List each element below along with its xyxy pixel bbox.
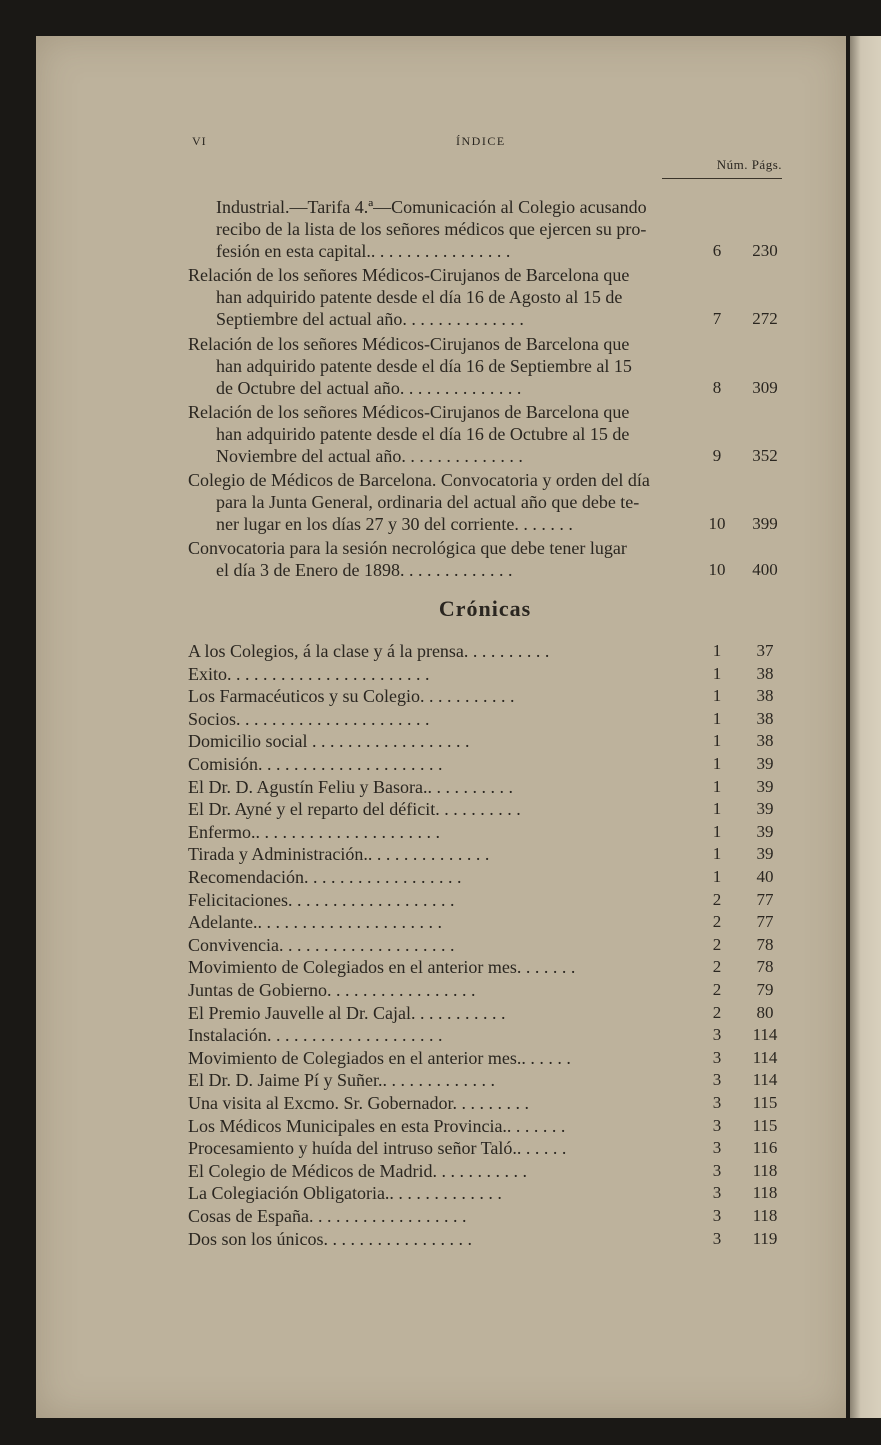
page-number: 230	[752, 241, 778, 260]
entry-text: de Octubre del actual año. . . . . . . . . . . . . .	[216, 378, 522, 398]
page-number: 38	[756, 663, 774, 683]
entry-text: Septiembre del actual año. . . . . . . . . . . . . .	[216, 309, 524, 329]
issue-number: 2	[712, 980, 722, 999]
index-entry	[188, 333, 782, 399]
entry-text: fesión en esta capital.. . . . . . . . . . . . . . . .	[216, 241, 511, 261]
page-number: 400	[752, 560, 778, 579]
column-header: Núm. Págs.	[716, 157, 782, 172]
issue-number: 1	[712, 641, 722, 660]
entry-line	[188, 377, 782, 399]
issue-number: 10	[708, 560, 726, 579]
cronica-row	[188, 911, 782, 933]
section-title: Crónicas	[438, 596, 532, 621]
cronica-title: Los Médicos Municipales en esta Provincia.. . . . . . .	[188, 1115, 566, 1136]
page-number: 399	[752, 514, 778, 533]
cronica-row	[188, 640, 782, 662]
entry-text: el día 3 de Enero de 1898. . . . . . . . . . . . .	[216, 560, 513, 580]
entry-text: Convocatoria para la sesión necrológica que debe tener lugar	[188, 538, 627, 558]
issue-number: 3	[712, 1025, 722, 1045]
cronica-title: Cosas de España. . . . . . . . . . . . . . . . . .	[188, 1206, 467, 1226]
cronica-title: El Dr. Ayné y el reparto del déficit. . . . . . . . . .	[188, 799, 521, 820]
page-number: 39	[756, 821, 774, 841]
entry-line	[188, 559, 782, 581]
issue-number: 3	[712, 1138, 722, 1158]
cronica-title: El Dr. D. Agustín Feliu y Basora.. . . . . . . . . .	[188, 776, 513, 797]
entry-text: ner lugar en los días 27 y 30 del corriente. . . . . . .	[216, 514, 573, 534]
index-entry	[188, 469, 782, 535]
entry-line	[188, 513, 782, 535]
cronica-row	[188, 821, 782, 843]
issue-number: 1	[712, 708, 722, 728]
header-rule	[662, 178, 782, 179]
issue-number: 10	[708, 514, 726, 533]
cronica-title: Procesamiento y huída del intruso señor Taló.. . . . . .	[188, 1138, 567, 1159]
cronica-row	[188, 663, 782, 685]
cronica-title: Socios. . . . . . . . . . . . . . . . . . . . . .	[188, 708, 430, 729]
page-number: 272	[752, 309, 778, 328]
cronica-row	[188, 1047, 782, 1069]
issue-number: 7	[712, 309, 722, 328]
page-number: 114	[752, 1047, 778, 1067]
cronica-title: El Premio Jauvelle al Dr. Cajal. . . . . . . . . . .	[188, 1002, 506, 1023]
page-number: 115	[752, 1093, 778, 1112]
cronica-row	[188, 866, 782, 888]
page-number: 80	[756, 1002, 774, 1022]
cronica-row	[188, 730, 782, 752]
page-number: 118	[752, 1206, 778, 1225]
issue-number: 9	[712, 446, 722, 465]
entry-line	[188, 491, 782, 513]
issue-number: 2	[712, 889, 722, 909]
page-number: 116	[752, 1138, 778, 1158]
cronica-title: Una visita al Excmo. Sr. Gobernador. . . . . . . . .	[188, 1093, 529, 1113]
entry-text: recibo de la lista de los señores médicos que ejercen su pro-	[216, 219, 647, 239]
page-number: 352	[752, 446, 778, 465]
entry-line	[188, 218, 782, 240]
page-number: 118	[752, 1160, 778, 1180]
issue-number: 1	[712, 821, 722, 841]
cronica-title: Enfermo.. . . . . . . . . . . . . . . . . . . . .	[188, 821, 440, 842]
entry-text: han adquirido patente desde el día 16 de Octubre al 15 de	[216, 424, 630, 444]
entry-line	[188, 469, 782, 491]
issue-number: 3	[712, 1093, 722, 1112]
issue-number: 1	[712, 663, 722, 683]
cronica-row	[188, 1160, 782, 1182]
issue-number: 6	[712, 241, 722, 260]
page-number: 79	[756, 980, 774, 999]
index-entry	[188, 401, 782, 467]
entry-text: Relación de los señores Médicos-Cirujanos de Barcelona que	[188, 334, 630, 354]
entry-text: Noviembre del actual año. . . . . . . . . . . . . .	[216, 446, 523, 466]
cronica-title: Comisión. . . . . . . . . . . . . . . . . . . . .	[188, 754, 443, 774]
issue-number: 2	[712, 912, 722, 932]
page-number: 39	[756, 799, 774, 819]
entry-text: Relación de los señores Médicos-Cirujanos de Barcelona que	[188, 402, 630, 422]
issue-number: 3	[712, 1160, 722, 1180]
entry-line	[188, 240, 782, 262]
cronica-title: Los Farmacéuticos y su Colegio. . . . . . . . . . .	[188, 686, 515, 707]
entry-line	[188, 264, 782, 286]
cronica-title: Domicilio social . . . . . . . . . . . . . . . . . .	[188, 731, 470, 752]
cronica-title: Dos son los únicos. . . . . . . . . . . . . . . . .	[188, 1228, 473, 1249]
page-title: ÍNDICE	[456, 134, 506, 148]
issue-number: 2	[712, 1002, 722, 1022]
cronica-row	[188, 934, 782, 956]
entry-line	[188, 196, 782, 218]
issue-number: 3	[712, 1115, 722, 1135]
entry-line	[188, 401, 782, 423]
issue-number: 3	[712, 1206, 722, 1225]
cronica-row	[188, 1228, 782, 1250]
issue-number: 1	[712, 844, 722, 864]
cronica-row	[188, 1092, 782, 1114]
page-number: 39	[756, 844, 774, 864]
cronica-row	[188, 889, 782, 911]
page-number: 115	[752, 1115, 778, 1135]
cronica-title: A los Colegios, á la clase y á la prensa. . . . . . . . . .	[188, 641, 550, 661]
cronica-title: La Colegiación Obligatoria.. . . . . . . . . . . . .	[188, 1183, 502, 1204]
entry-line	[188, 423, 782, 445]
cronica-row	[188, 1069, 782, 1091]
page-number: 309	[752, 378, 778, 397]
entry-line	[188, 355, 782, 377]
issue-number: 1	[712, 799, 722, 819]
issue-number: 1	[712, 686, 722, 706]
issue-number: 3	[712, 1070, 722, 1090]
page-number: 38	[756, 731, 774, 751]
cronica-title: Juntas de Gobierno. . . . . . . . . . . . . . . . .	[188, 980, 476, 1000]
cronica-row	[188, 979, 782, 1001]
page-number: 77	[756, 912, 774, 932]
entry-line	[188, 286, 782, 308]
index-entry	[188, 196, 782, 262]
index-entry	[188, 264, 782, 330]
cronica-row	[188, 1115, 782, 1137]
entry-text: Colegio de Médicos de Barcelona. Convocatoria y orden del día	[188, 470, 650, 490]
cronica-row	[188, 1137, 782, 1159]
next-page-edge	[850, 36, 881, 1418]
issue-number: 3	[712, 1047, 722, 1067]
page-number: 39	[756, 776, 774, 796]
entry-text: han adquirido patente desde el día 16 de Agosto al 15 de	[216, 287, 623, 307]
cronica-row	[188, 1205, 782, 1227]
cronica-title: Movimiento de Colegiados en el anterior mes.. . . . . .	[188, 1047, 571, 1068]
cronica-title: El Colegio de Médicos de Madrid. . . . . . . . . . .	[188, 1160, 527, 1181]
page-number: 114	[752, 1025, 778, 1045]
entry-text: han adquirido patente desde el día 16 de Septiembre al 15	[216, 356, 632, 376]
issue-number: 8	[712, 378, 722, 397]
page-number: 77	[756, 889, 774, 909]
cronica-row	[188, 753, 782, 775]
entry-line	[188, 333, 782, 355]
issue-number: 3	[712, 1228, 722, 1248]
cronica-row	[188, 843, 782, 865]
entry-line	[188, 445, 782, 467]
entry-line	[188, 537, 782, 559]
page-number: 37	[756, 641, 774, 660]
page-number: 118	[752, 1183, 778, 1203]
page-number: 119	[752, 1228, 778, 1248]
page-number: 40	[756, 867, 774, 886]
page-number: 78	[756, 957, 774, 977]
issue-number: 3	[712, 1183, 722, 1203]
cronica-title: Adelante.. . . . . . . . . . . . . . . . . . . . .	[188, 912, 442, 933]
page-number: 38	[756, 708, 774, 728]
issue-number: 1	[712, 867, 722, 886]
entry-line	[188, 308, 782, 330]
issue-number: 2	[712, 934, 722, 954]
cronica-title: Instalación. . . . . . . . . . . . . . . . . . . .	[188, 1025, 443, 1046]
cronica-row	[188, 708, 782, 730]
issue-number: 2	[712, 957, 722, 977]
cronica-row	[188, 1182, 782, 1204]
cronica-title: El Dr. D. Jaime Pí y Suñer.. . . . . . . . . . . . .	[188, 1070, 495, 1091]
cronica-row	[188, 1024, 782, 1046]
page-number: 114	[752, 1070, 778, 1090]
cronica-row	[188, 956, 782, 978]
cronica-title: Felicitaciones. . . . . . . . . . . . . . . . . . .	[188, 889, 455, 910]
cronica-row	[188, 798, 782, 820]
index-entry	[188, 537, 782, 581]
issue-number: 1	[712, 754, 722, 773]
cronica-title: Convivencia. . . . . . . . . . . . . . . . . . . .	[188, 934, 455, 955]
page-number: 78	[756, 934, 774, 954]
cronica-row	[188, 1002, 782, 1024]
page-folio: VI	[192, 134, 207, 148]
cronica-title: Tirada y Administración.. . . . . . . . . . . . . .	[188, 844, 490, 865]
cronica-row	[188, 776, 782, 798]
cronica-title: Recomendación. . . . . . . . . . . . . . . . . .	[188, 867, 462, 887]
cronica-row	[188, 685, 782, 707]
cronica-title: Exito. . . . . . . . . . . . . . . . . . . . . . .	[188, 663, 430, 684]
entry-text: Industrial.—Tarifa 4.ª—Comunicación al Colegio acusando	[216, 197, 647, 217]
entry-text: Relación de los señores Médicos-Cirujanos de Barcelona que	[188, 265, 630, 285]
issue-number: 1	[712, 731, 722, 751]
issue-number: 1	[712, 776, 722, 796]
page-number: 39	[756, 754, 774, 773]
page-number: 38	[756, 686, 774, 706]
entry-text: para la Junta General, ordinaria del actual año que debe te-	[216, 492, 640, 512]
cronica-title: Movimiento de Colegiados en el anterior mes. . . . . . .	[188, 957, 576, 978]
